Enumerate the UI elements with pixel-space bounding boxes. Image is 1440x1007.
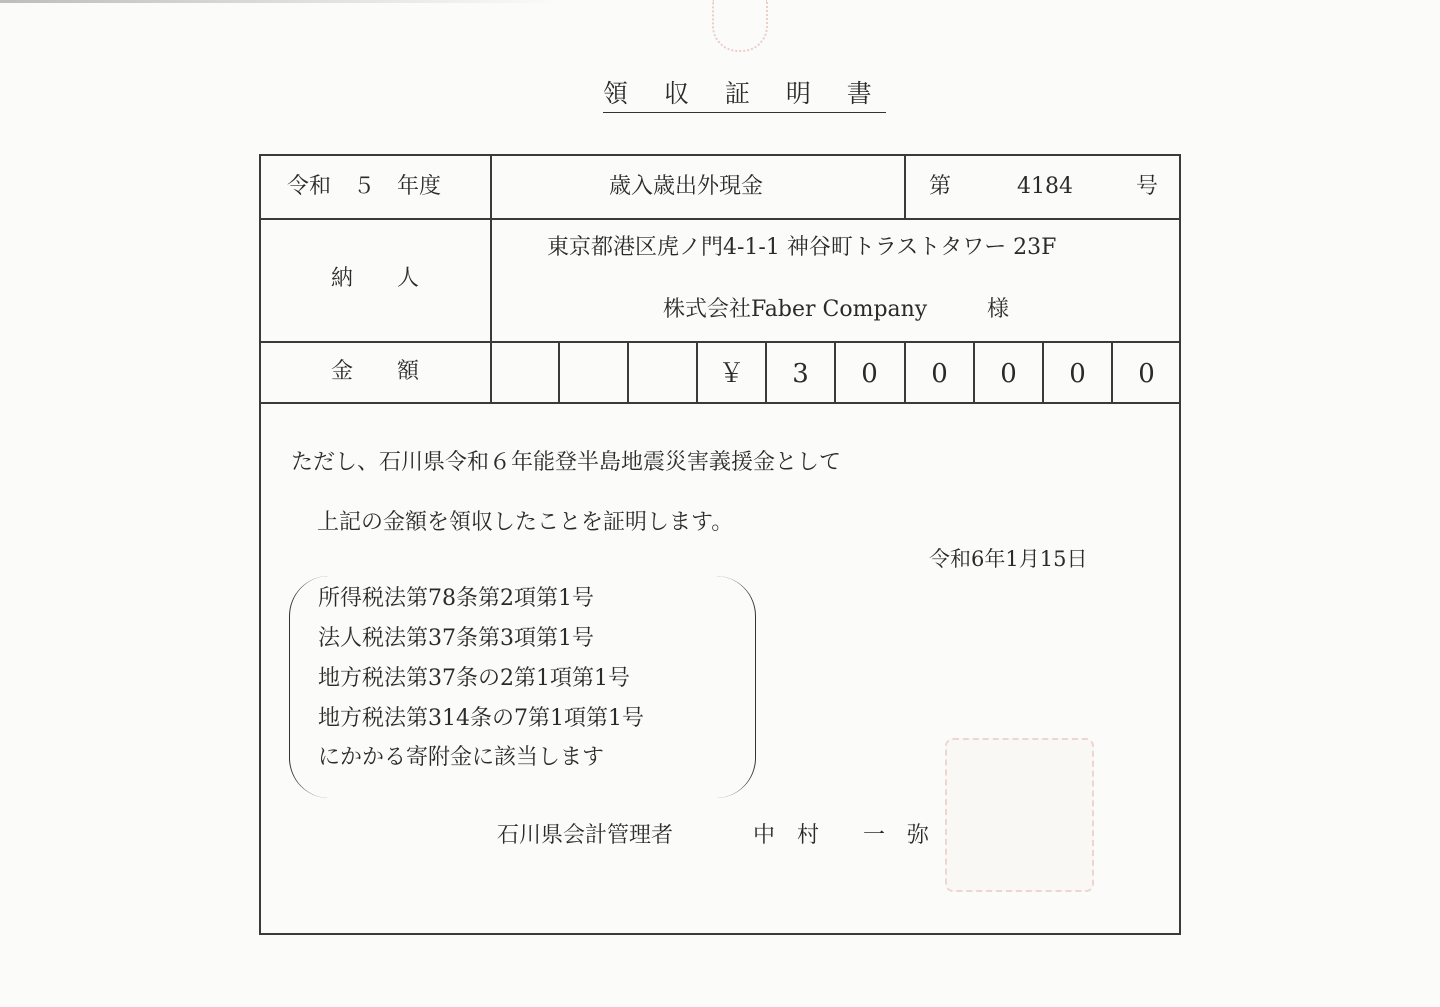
payer-label: 納 人: [331, 266, 420, 291]
number-prefix: 第: [929, 174, 952, 199]
amount-digit: 0: [861, 359, 878, 389]
law-line: 地方税法第314条の7第1項第1号: [318, 706, 644, 731]
issue-date: 令和6年1月15日: [929, 547, 1088, 571]
tax-law-bracket: [289, 576, 756, 798]
certification-text: 上記の金額を領収したことを証明します。: [317, 510, 734, 535]
amount-digit: 0: [1069, 359, 1086, 389]
account-type: 歳入歳出外現金: [609, 174, 764, 199]
row-divider: [261, 218, 1179, 220]
scan-edge: [0, 0, 560, 3]
official-seal-stamp: [945, 738, 1094, 892]
amount-digit: 0: [931, 359, 948, 389]
seal-stamp-faint: [712, 0, 768, 52]
amount-digit: [628, 344, 697, 404]
purpose-text: ただし、石川県令和６年能登半島地震災害義援金として: [291, 450, 842, 475]
number-suffix: 号: [1136, 174, 1159, 199]
amount-label: 金 額: [331, 359, 420, 384]
payer-address: 東京都港区虎ノ門4-1-1 神谷町トラストタワー 23F: [547, 235, 1057, 260]
law-line: 法人税法第37条第3項第1号: [318, 626, 594, 651]
law-line: 地方税法第37条の2第1項第1号: [318, 666, 630, 691]
receipt-number: 4184: [1017, 174, 1073, 199]
signatory-name: 中 村 一 弥: [753, 823, 930, 848]
payer-name: 株式会社Faber Company: [663, 297, 928, 322]
amount-digit: 3: [792, 359, 809, 389]
amount-digit: [490, 344, 559, 404]
amount-digit: [559, 344, 628, 404]
law-line: にかかる寄附金に該当します: [318, 745, 605, 770]
document-title: 領 収 証 明 書: [603, 78, 886, 113]
amount-digit: 0: [1138, 359, 1155, 389]
amount-digit: 0: [1000, 359, 1017, 389]
yen-symbol: ￥: [718, 359, 745, 389]
law-line: 所得税法第78条第2項第1号: [318, 586, 594, 611]
payer-honorific: 様: [987, 297, 1010, 322]
number-column-divider: [904, 156, 906, 218]
signatory-title: 石川県会計管理者: [497, 823, 674, 848]
fiscal-year: 令和 ５ 年度: [287, 174, 442, 199]
